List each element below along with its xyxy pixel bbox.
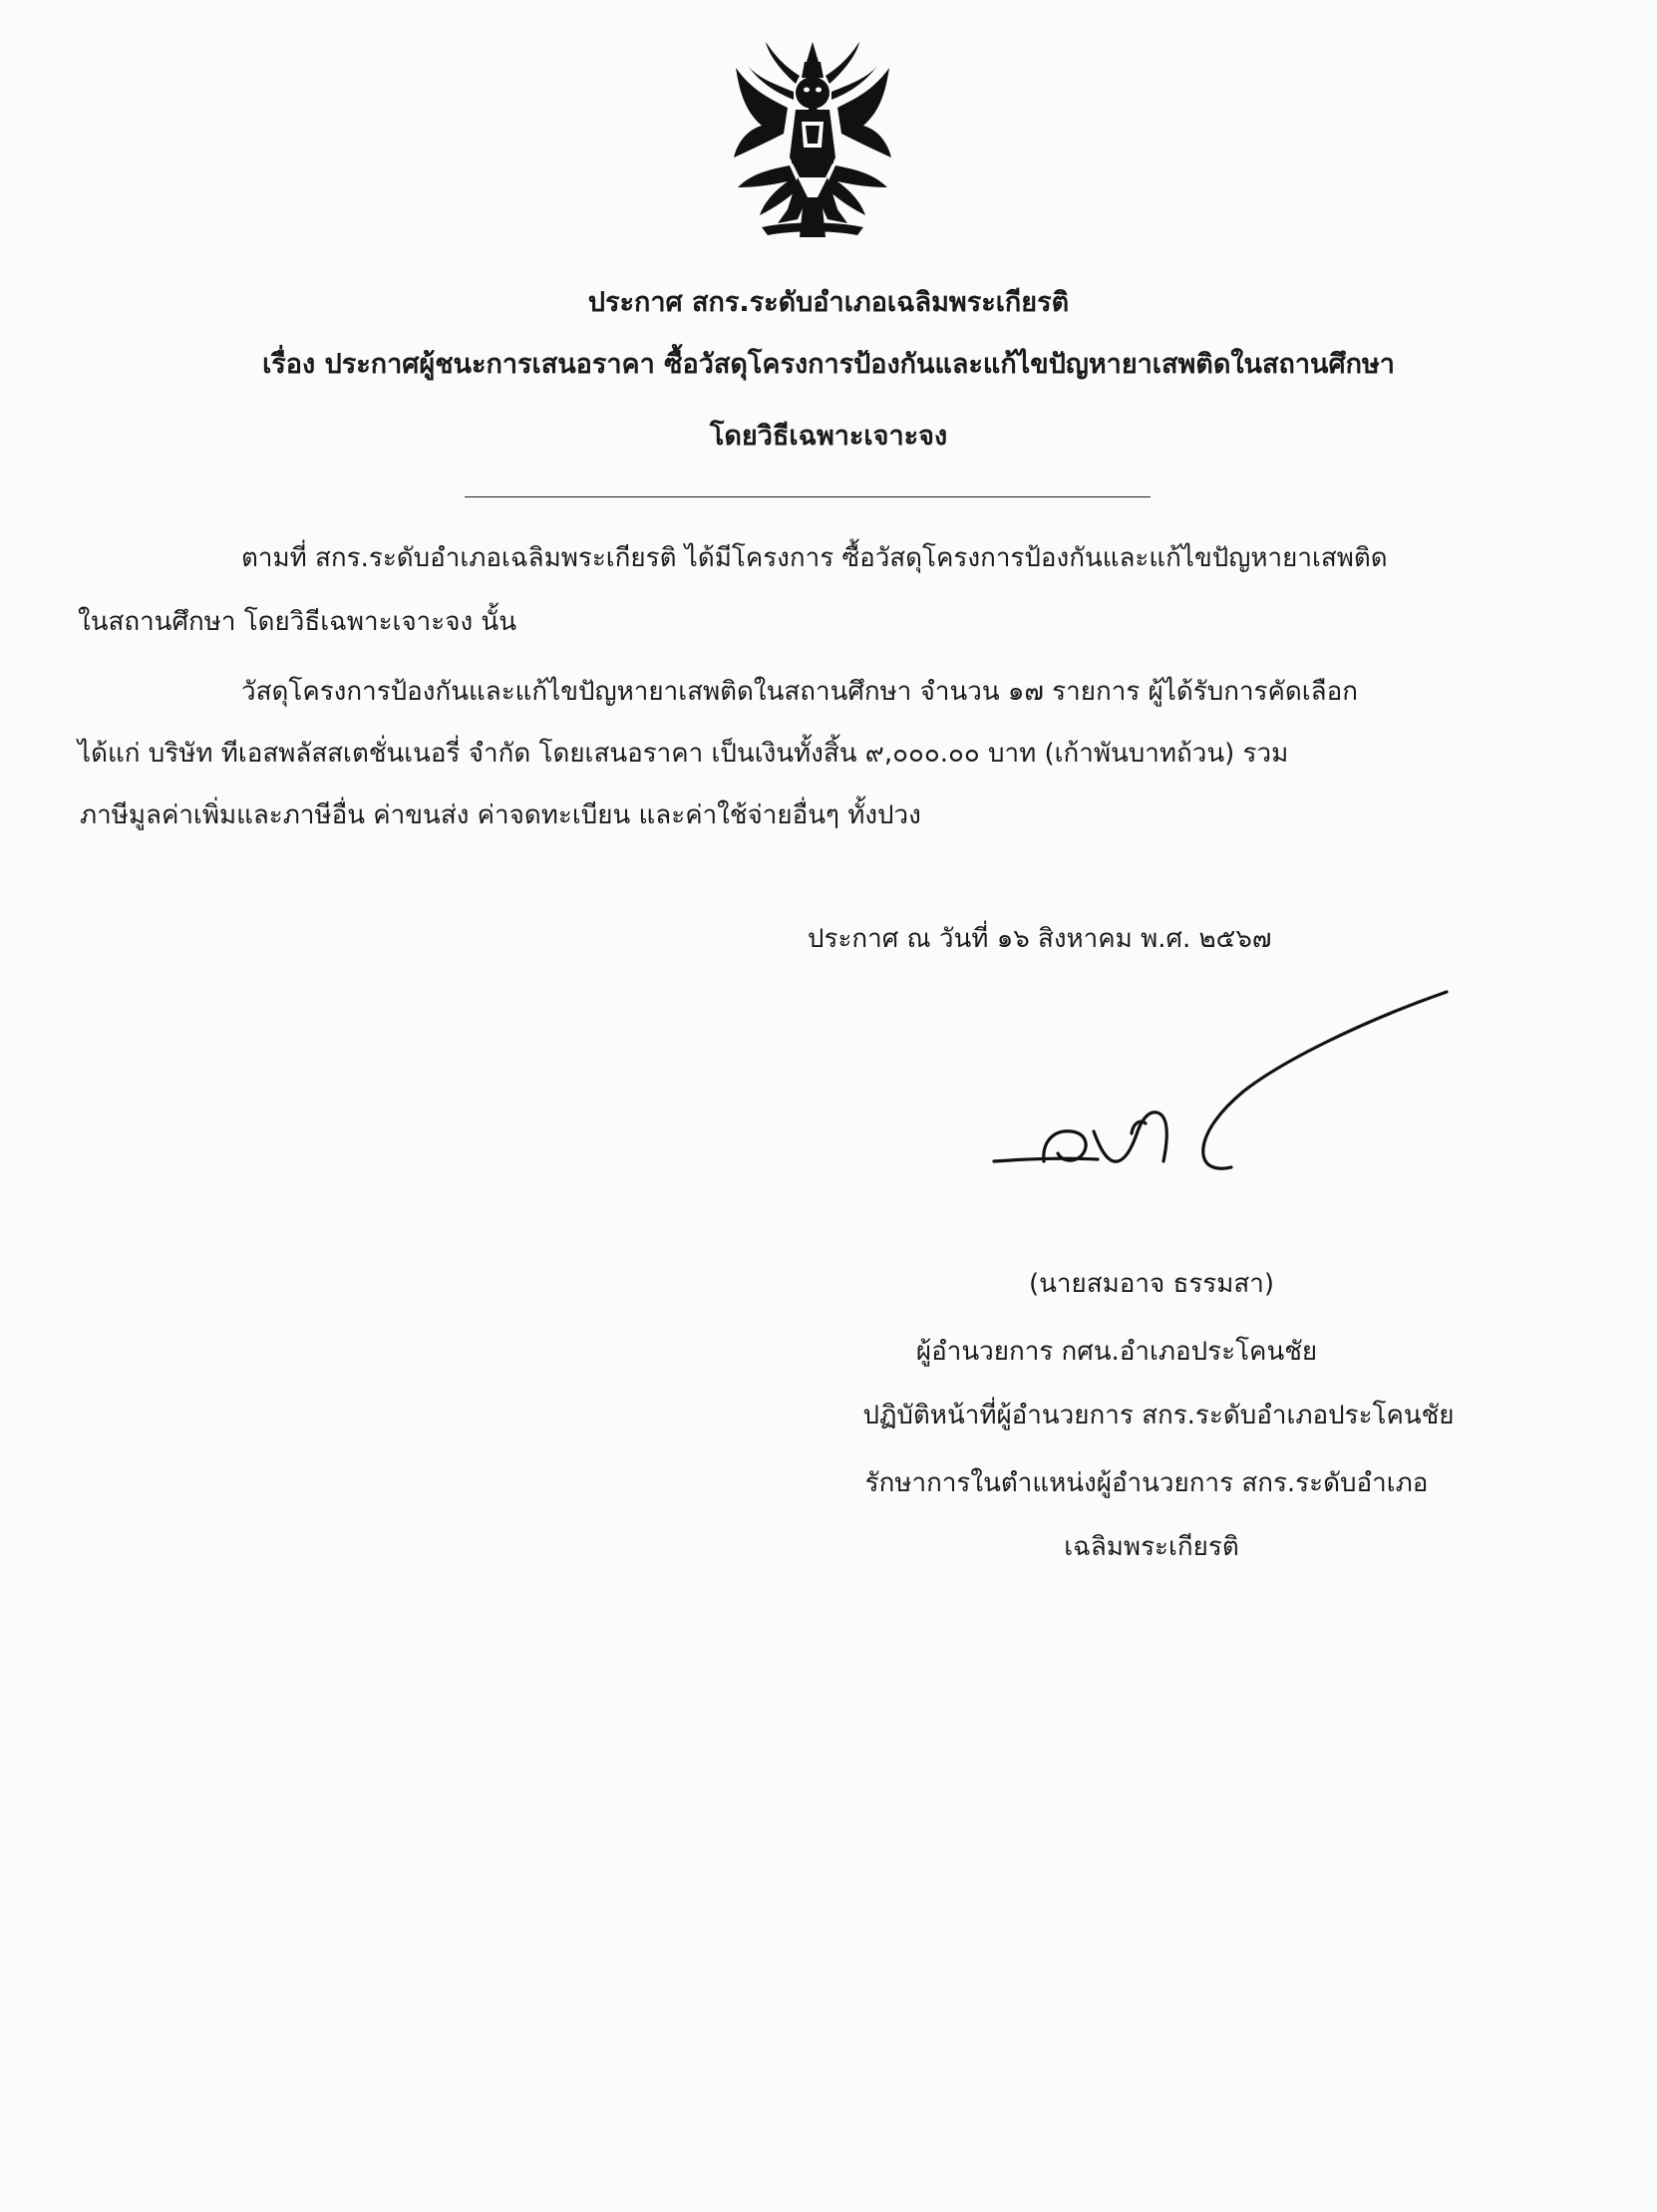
method-heading: โดยวิธีเฉพาะเจาะจง <box>709 421 948 452</box>
paragraph-2-line-2: ได้แก่ บริษัท ทีเอสพลัสสเตชั่นเนอรี่ จำกัด โดยเสนอราคา เป็นเงินทั้งสิ้น ๙,๐๐๐.๐๐ บาท (เก้าพันบาทถ้วน) รวม <box>78 739 1289 769</box>
signatory-position-1: ผู้อำนวยการ กศน.อำเภอประโคนชัย <box>915 1337 1318 1367</box>
signatory-position-4: เฉลิมพระเกียรติ <box>1064 1532 1239 1562</box>
heading-divider <box>465 496 1151 497</box>
announcement-date: ประกาศ ณ วันที่ ๑๖ สิงหาคม พ.ศ. ๒๕๖๗ <box>808 924 1272 954</box>
subject-heading: เรื่อง ประกาศผู้ชนะการเสนอราคา ซื้อวัสดุโครงการป้องกันและแก้ไขปัญหายาเสพติดในสถานศึกษา <box>262 349 1395 380</box>
handwritten-signature <box>982 982 1461 1181</box>
paragraph-1-line-1: ตามที่ สกร.ระดับอำเภอเฉลิมพระเกียรติ ได้มีโครงการ ซื้อวัสดุโครงการป้องกันและแก้ไขปัญหายาเสพติด <box>241 543 1388 573</box>
paragraph-1-line-2: ในสถานศึกษา โดยวิธีเฉพาะเจาะจง นั้น <box>78 607 516 637</box>
signatory-name: (นายสมอาจ ธรรมสา) <box>1028 1269 1275 1299</box>
signatory-position-3: รักษาการในตำแหน่งผู้อำนวยการ สกร.ระดับอำเภอ <box>864 1468 1429 1498</box>
issuer-heading: ประกาศ สกร.ระดับอำเภอเฉลิมพระเกียรติ <box>587 287 1070 318</box>
paragraph-2-line-1: วัสดุโครงการป้องกันและแก้ไขปัญหายาเสพติดในสถานศึกษา จำนวน ๑๗ รายการ ผู้ได้รับการคัดเลือก <box>241 677 1358 707</box>
paragraph-2-line-3: ภาษีมูลค่าเพิ่มและภาษีอื่น ค่าขนส่ง ค่าจดทะเบียน และค่าใช้จ่ายอื่นๆ ทั้งปวง <box>80 800 921 830</box>
garuda-emblem-icon <box>718 38 907 247</box>
signatory-position-2: ปฏิบัติหน้าที่ผู้อำนวยการ สกร.ระดับอำเภอประโคนชัย <box>862 1401 1455 1430</box>
